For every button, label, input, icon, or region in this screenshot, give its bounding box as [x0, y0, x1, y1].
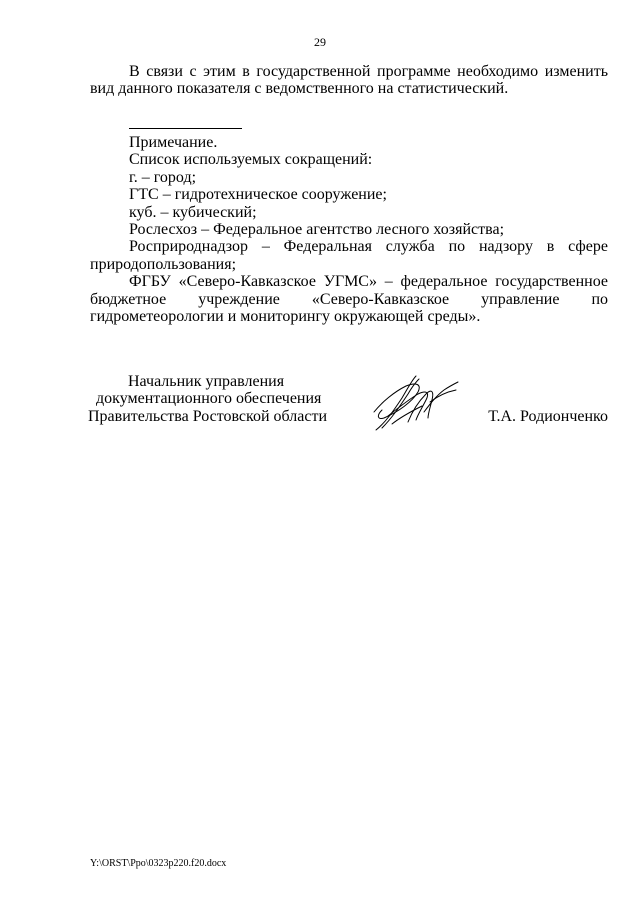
abbreviation-item: г. – город;: [129, 168, 197, 186]
handwritten-signature: [372, 372, 462, 434]
abbreviation-item: Росприроднадзор – Федеральная служба по надзору в сфере природопользования;: [90, 238, 608, 273]
file-path: Y:\ORST\Ppo\0323p220.f20.docx: [90, 858, 227, 869]
intro-paragraph: В связи с этим в государственной программе необходимо изменить вид данного показателя с ведомственного на статистический.: [90, 63, 608, 98]
abbreviation-item: ГТС – гидротехническое сооружение;: [129, 186, 387, 204]
notes-section: [90, 134, 608, 325]
abbreviation-item: Рослесхоз – Федеральное агентство лесного хозяйства;: [129, 221, 505, 239]
position-line: документационного обеспечения: [96, 390, 322, 408]
position-line: Правительства Ростовской области: [88, 407, 328, 425]
abbreviation-item: ФГБУ «Северо-Кавказское УГМС» – федеральное государственное бюджетное учреждение «Северо-Кавказское управление по гидрометеорологии и мониторингу окружающей среды».: [90, 273, 608, 326]
intro-section: [90, 63, 608, 98]
note-separator-line: [129, 128, 242, 129]
notes-heading: Примечание.: [129, 134, 218, 151]
position-line: Начальник управления: [128, 373, 285, 390]
signatory-position: [88, 373, 328, 425]
abbreviations-title: Список используемых сокращений:: [129, 151, 373, 169]
abbreviation-item: куб. – кубический;: [129, 203, 257, 221]
page-number: 29: [314, 35, 326, 49]
signatory-name: Т.А. Родионченко: [488, 408, 608, 425]
